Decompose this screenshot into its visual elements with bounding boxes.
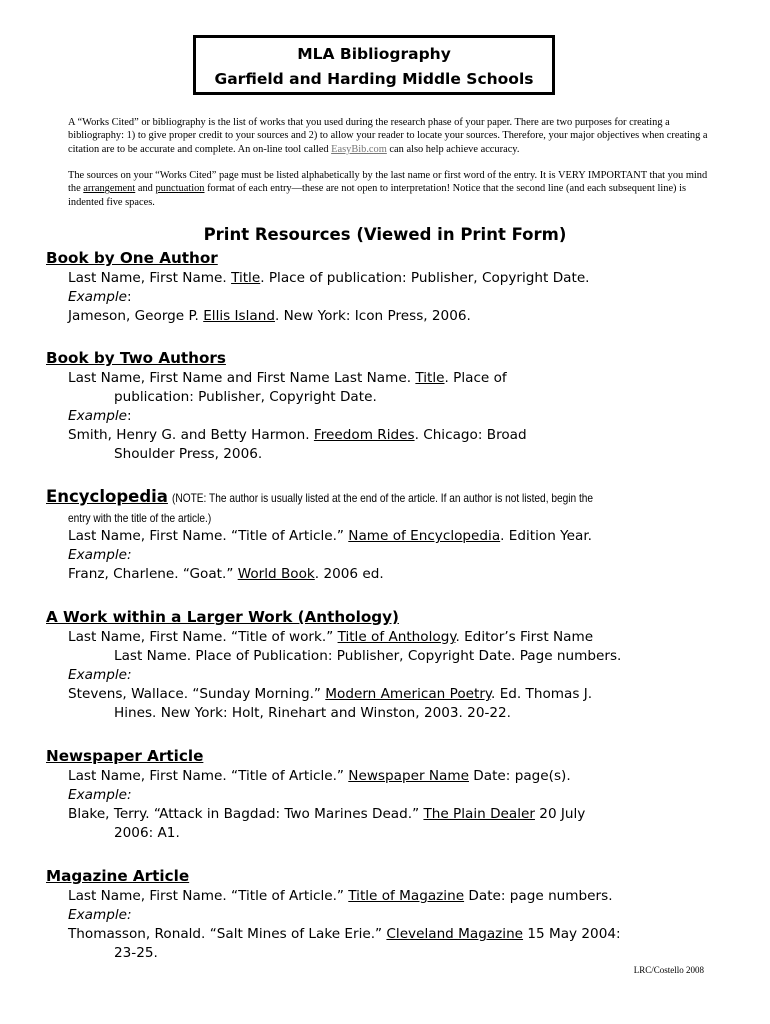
format-line [46, 527, 746, 546]
example-title: Cleveland Magazine [386, 926, 524, 942]
format-text: Last Name, First Name and First Name Last Name. [68, 370, 416, 386]
example-label: Example: [68, 547, 132, 563]
format-text: Last Name, First Name. “Title of Article.” [68, 768, 349, 784]
example-text: Thomasson, Ronald. “Salt Mines of Lake Erie.” [68, 926, 387, 942]
document-title: MLA Bibliography [297, 45, 451, 63]
format-text: . Place of [444, 370, 507, 386]
format-line-continued: publication: Publisher, Copyright Date. [114, 389, 377, 405]
section-anthology [46, 606, 746, 723]
example-line [46, 685, 746, 704]
example-line [46, 307, 746, 326]
intro-text: and [135, 183, 156, 195]
section-heading: Newspaper Article [46, 747, 204, 765]
title-box [193, 35, 555, 95]
format-title: Title of Magazine [348, 888, 465, 904]
example-text: . 2006 ed. [314, 566, 384, 582]
example-text: . New York: Icon Press, 2006. [274, 308, 471, 324]
example-text: 15 May 2004: [523, 926, 621, 942]
arrangement-word: arrangement [83, 183, 136, 195]
section-heading: A Work within a Larger Work (Anthology) [46, 608, 399, 626]
example-label [46, 288, 746, 307]
example-line-continued: Hines. New York: Holt, Rinehart and Winston, 2003. 20-22. [114, 705, 511, 721]
example-text: Jameson, George P. [68, 308, 204, 324]
format-title: Title [415, 370, 445, 386]
example-line [46, 805, 746, 824]
intro-text: The sources on your “Works Cited” page must be listed alphabetically by the last name or first word of the entry. It is VERY IMPORTANT that you mind the [68, 170, 708, 195]
easybib-link[interactable]: EasyBib.com [331, 143, 387, 155]
format-line [46, 767, 746, 786]
footer-credit: LRC/Costello 2008 [633, 965, 704, 975]
format-title: Title [231, 270, 261, 286]
print-resources-heading: Print Resources (Viewed in Print Form) [203, 225, 567, 244]
example-title: The Plain Dealer [423, 806, 535, 822]
example-label: Example: [68, 787, 132, 803]
example-line [46, 565, 746, 584]
format-title: Newspaper Name [348, 768, 469, 784]
example-colon: : [126, 289, 132, 305]
format-line [46, 628, 746, 647]
punctuation-word: punctuation [155, 183, 205, 195]
example-text: Stevens, Wallace. “Sunday Morning.” [68, 686, 326, 702]
intro-paragraph-2 [68, 169, 708, 209]
intro-text: format of each entry—these are not open to interpretation! Notice that the second line (and each subsequent line) is indented five spaces. [68, 183, 687, 208]
example-title: Ellis Island [203, 308, 275, 324]
example-title: Modern American Poetry [325, 686, 492, 702]
format-text: . Place of publication: Publisher, Copyright Date. [260, 270, 590, 286]
example-line [46, 426, 746, 445]
example-label: Example: [68, 907, 132, 923]
section-heading: Encyclopedia [46, 487, 168, 506]
example-line [46, 925, 746, 944]
intro-paragraph-1 [68, 116, 708, 156]
example-text: Blake, Terry. “Attack in Bagdad: Two Marines Dead.” [68, 806, 424, 822]
format-title: Name of Encyclopedia [348, 528, 501, 544]
example-line-continued: Shoulder Press, 2006. [114, 446, 263, 462]
format-text: Date: page numbers. [464, 888, 613, 904]
format-line [46, 369, 746, 388]
section-heading: Book by Two Authors [46, 349, 226, 367]
format-text: . Editor’s First Name [455, 629, 594, 645]
format-line [46, 269, 746, 288]
intro-text: A “Works Cited” or bibliography is the list of works that you used during the research phase of your paper. There are two purposes for creating a bibliography: 1) to give proper credit to your sources and 2) to allow your reader to locate your sources. Therefore, your major objectives when creating a citation are to be accurate and complete. An on-line tool called [68, 117, 708, 155]
section-heading-row [46, 486, 746, 509]
section-heading: Book by One Author [46, 249, 218, 267]
intro-text: can also help achieve accuracy. [386, 143, 520, 155]
example-text: 20 July [534, 806, 586, 822]
format-text: Last Name, First Name. “Title of Article.” [68, 528, 349, 544]
format-title: Title of Anthology [337, 629, 456, 645]
section-encyclopedia [46, 486, 746, 584]
example-text: Franz, Charlene. “Goat.” [68, 566, 238, 582]
example-colon: : [126, 408, 132, 424]
example-text: . Chicago: Broad [414, 427, 527, 443]
encyclopedia-note: (NOTE: The author is usually listed at the end of the article. If an author is not listed, begin the [171, 491, 594, 505]
example-text: . Ed. Thomas J. [491, 686, 593, 702]
document-subtitle: Garfield and Harding Middle Schools [214, 70, 534, 88]
format-text: Last Name, First Name. “Title of Article.” [68, 888, 349, 904]
section-heading: Magazine Article [46, 867, 190, 885]
format-text: Date: page(s). [468, 768, 571, 784]
format-text: . Edition Year. [500, 528, 593, 544]
example-label: Example: [68, 667, 132, 683]
example-title: World Book [237, 566, 315, 582]
section-book-two-authors [46, 347, 746, 464]
format-line [46, 887, 746, 906]
encyclopedia-note-continued [46, 509, 746, 527]
format-line-continued: Last Name. Place of Publication: Publisher, Copyright Date. Page numbers. [114, 648, 622, 664]
format-text: Last Name, First Name. “Title of work.” [68, 629, 338, 645]
example-title: Freedom Rides [313, 427, 415, 443]
example-word: Example [68, 408, 127, 424]
example-line-continued: 23-25. [114, 945, 158, 961]
note-text: entry with the title of the article.) [68, 511, 212, 525]
section-book-one-author [46, 247, 746, 326]
example-word: Example [68, 289, 127, 305]
example-label [46, 407, 746, 426]
section-magazine [46, 865, 746, 963]
example-text: Smith, Henry G. and Betty Harmon. [68, 427, 314, 443]
example-line-continued: 2006: A1. [114, 825, 180, 841]
format-text: Last Name, First Name. [68, 270, 232, 286]
section-newspaper [46, 745, 746, 843]
